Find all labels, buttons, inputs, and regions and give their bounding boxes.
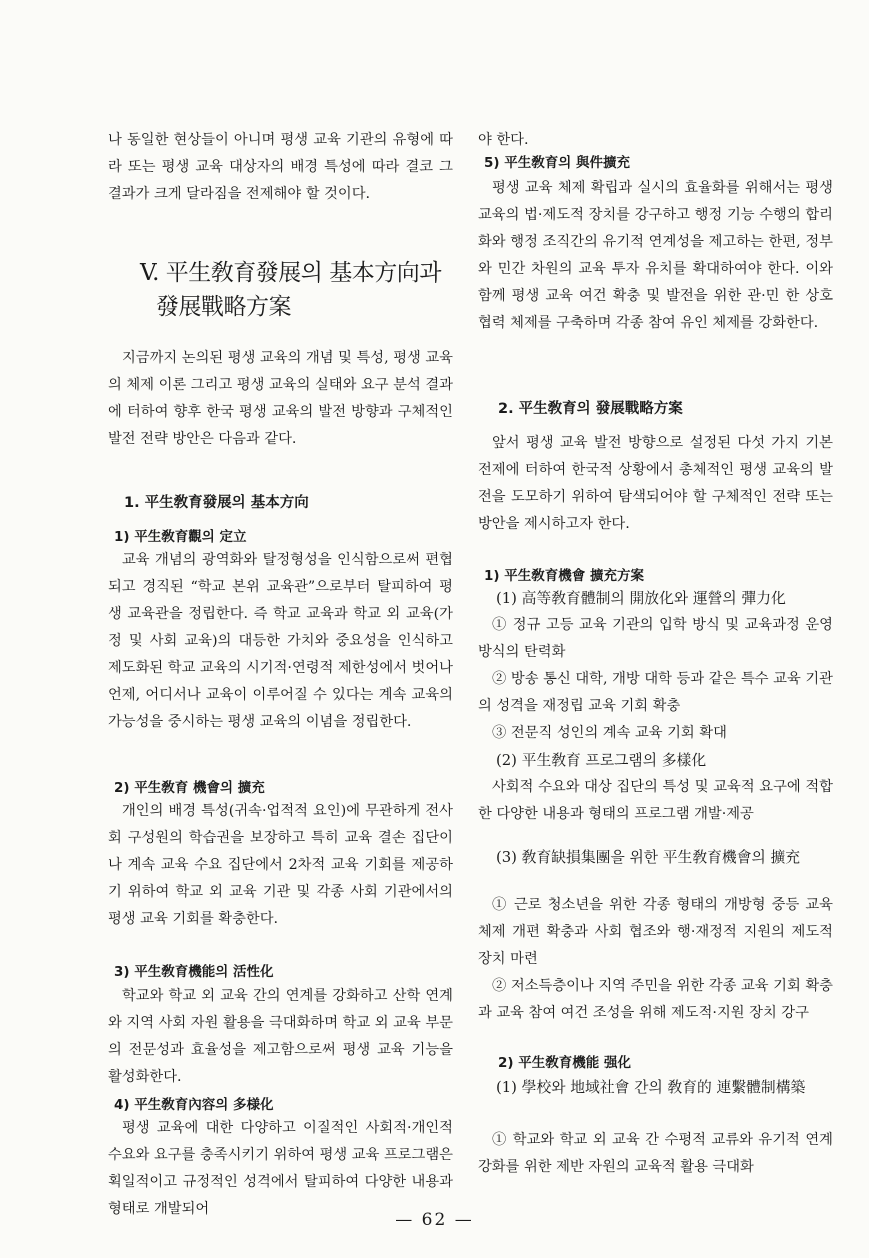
paragraph-1-3: 학교와 학교 외 교육 간의 연계를 강화하고 산학 연계와 지역 사회 자원 활용을 극대화하며 학교 외 교육 부문의 전문성과 효율성을 제고함으로써 평생 교육 기능을 활성화한다.	[108, 988, 453, 1085]
heading-1-5: 5) 平生敎育의 與件擴充	[484, 155, 631, 171]
subheading-2-1-1: (1) 高等敎育體制의 開放化와 運營의 彈力化	[496, 590, 786, 607]
subheading-2-1-3: (3) 敎育缺損集團을 위한 平生敎育機會의 擴充	[496, 849, 801, 866]
paragraph-2-1-1-a: ① 정규 고등 교육 기관의 입학 방식 및 교육과정 운영 방식의 탄력화	[478, 617, 833, 660]
heading-1-4: 4) 平生敎育內容의 多様化	[114, 1097, 274, 1113]
subheading-2-2-1: (1) 學校와 地域社會 간의 敎育的 連繫體制構築	[496, 1079, 806, 1096]
paragraph-1-5: 평생 교육 체제 확립과 실시의 효율화를 위해서는 평생 교육의 법·제도적 장치를 강구하고 행정 기능 수행의 합리화와 행정 조직간의 유기적 연계성을 제고하는 한편, 정부와 민간 차원의 교육 투자 유치를 확대하여야 한다. 이와 함께 평생 교육 여건 확충 및 발전을 위한 관·민 한 상호 협력 체제를 구축하며 각종 참여 유인 체제를 강화한다.	[478, 180, 833, 331]
section-title-line1: V. 平生敎育發展의 基本方向과	[140, 260, 441, 286]
paragraph-2-2-1-a: ① 학교와 학교 외 교육 간 수평적 교류와 유기적 연계 강화를 위한 제반 자원의 교육적 활용 극대화	[478, 1132, 833, 1175]
page-number: — 62 —	[395, 1210, 474, 1230]
paragraph-2-1-1-b: ② 방송 통신 대학, 개방 대학 등과 같은 특수 교육 기관의 성격을 재정립 교육 기회 확충	[478, 671, 833, 714]
paragraph-strategy-intro: 앞서 평생 교육 발전 방향으로 설정된 다섯 가지 기본 전제에 터하여 한국적 상황에서 총체적인 평생 교육의 발전을 도모하기 위하여 탐색되어야 할 구체적인 전략 또는 방안을 제시하고자 한다.	[478, 435, 833, 532]
heading-1-1: 1) 平生敎育觀의 定立	[114, 529, 247, 545]
paragraph-section-intro: 지금까지 논의된 평생 교육의 개념 및 특성, 평생 교육의 체제 이론 그리고 평생 교육의 실태와 요구 분석 결과에 터하여 향후 한국 평생 교육의 발전 방향과 구체적인 발전 전략 방안은 다음과 같다.	[108, 350, 453, 447]
section-title	[140, 256, 441, 324]
heading-strategy: 2. 平生敎育의 發展戰略方案	[498, 401, 683, 417]
paragraph-1-1: 교육 개념의 광역화와 탈정형성을 인식함으로써 편협되고 경직된 “학교 본위 교육관”으로부터 탈피하여 평생 교육관을 정립한다. 즉 학교 교육과 학교 외 교육(가정 및 사회 교육)의 대등한 가치와 중요성을 인식하고 제도화된 학교 교육의 시기적·연령적 제한성에서 벗어나 언제, 어디서나 교육이 이루어질 수 있다는 계속 교육의 가능성을 중시하는 평생 교육의 이념을 정립한다.	[108, 552, 453, 730]
paragraph-2-1-3-a: ① 근로 청소년을 위한 각종 형태의 개방형 중등 교육 체제 개편 확충과 사회 협조와 행·재정적 지원의 제도적 장치 마련	[478, 897, 833, 967]
heading-basic-direction: 1. 平生敎育發展의 基本方向	[124, 495, 309, 511]
subheading-2-1-2: (2) 平生敎育 프로그램의 多樣化	[496, 752, 707, 769]
paragraph-intro: 나 동일한 현상들이 아니며 평생 교육 기관의 유형에 따라 또는 평생 교육 대상자의 배경 특성에 따라 결코 그 결과가 크게 달라짐을 전제해야 할 것이다.	[108, 132, 453, 202]
paragraph-2-1-2: 사회적 수요와 대상 집단의 특성 및 교육적 요구에 적합한 다양한 내용과 형태의 프로그램 개발·제공	[478, 779, 833, 822]
paragraph-2-1-1-c: ③ 전문직 성인의 계속 교육 기회 확대	[492, 725, 727, 741]
paragraph-continued: 야 한다.	[478, 132, 529, 148]
heading-1-2: 2) 平生敎育 機會의 擴充	[114, 780, 265, 796]
section-title-line2: 發展戰略方案	[156, 294, 291, 320]
paragraph-2-1-3-b: ② 저소득층이나 지역 주민을 위한 각종 교육 기회 확충과 교육 참여 여건 조성을 위해 제도적·지원 장치 강구	[478, 978, 833, 1021]
heading-1-3: 3) 平生敎育機能의 活性化	[114, 964, 274, 980]
heading-2-2: 2) 平生敎育機能 强化	[498, 1055, 631, 1071]
paragraph-1-4: 평생 교육에 대한 다양하고 이질적인 사회적·개인적 수요와 요구를 충족시키기 위하여 평생 교육 프로그램은 획일적이고 규정적인 성격에서 탈피하여 다양한 내용과 형태로 개발되어	[108, 1120, 453, 1217]
heading-2-1: 1) 平生敎育機會 擴充方案	[484, 568, 644, 584]
paragraph-1-2: 개인의 배경 특성(귀속·업적적 요인)에 무관하게 전사회 구성원의 학습권을 보장하고 특히 교육 결손 집단이나 계속 교육 수요 집단에서 2차적 교육 기회를 제공하기 위하여 학교 외 교육 기관 및 각종 사회 기관에서의 평생 교육 기회를 확충한다.	[108, 803, 453, 927]
